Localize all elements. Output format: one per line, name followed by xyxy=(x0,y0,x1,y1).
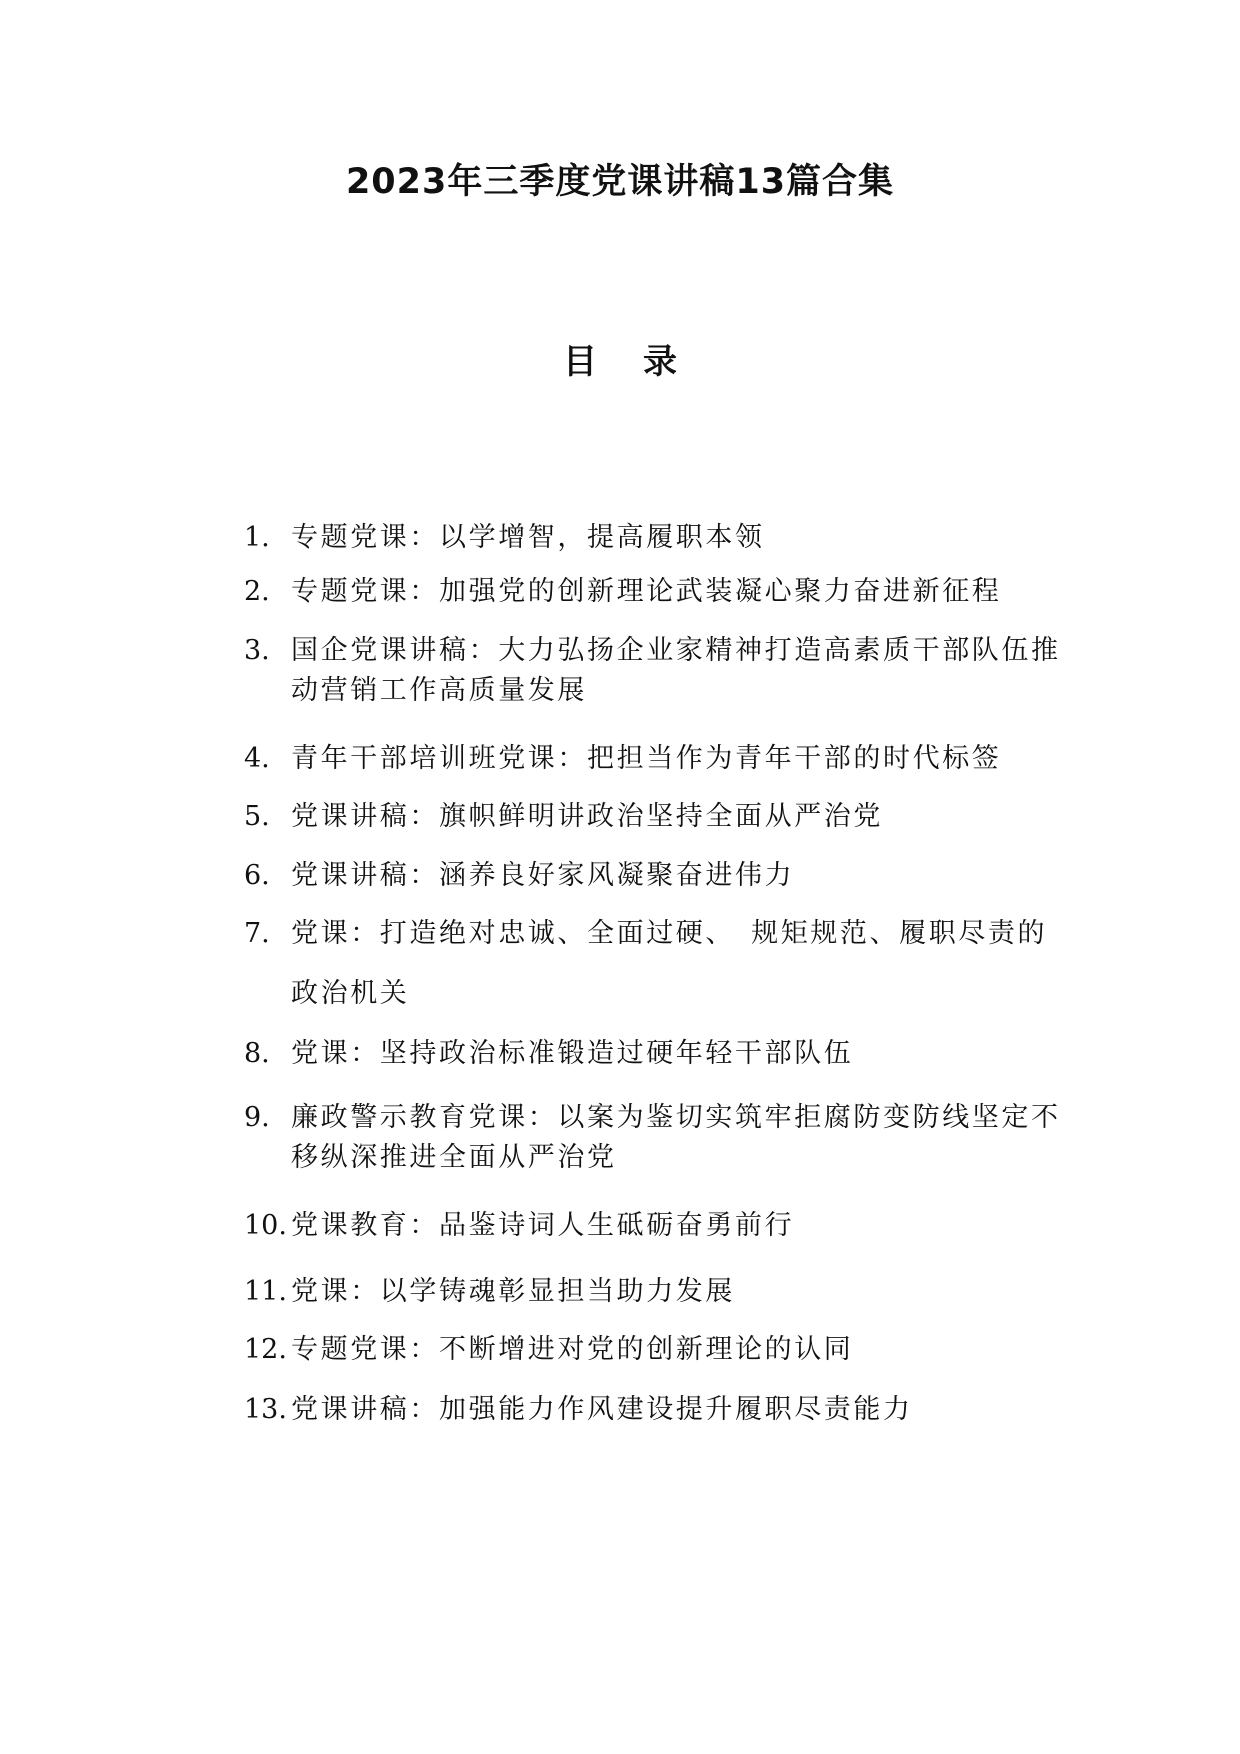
toc-item-text: 党课：以学铸魂彰显担当助力发展 xyxy=(291,1276,735,1307)
toc-item-number: 12. xyxy=(244,1334,287,1365)
toc-item-text: 党课教育：品鉴诗词人生砥砺奋勇前行 xyxy=(291,1210,795,1241)
toc-item-number: 13. xyxy=(244,1394,287,1425)
toc-item-text: 党课讲稿：旗帜鲜明讲政治坚持全面从严治党 xyxy=(291,801,883,832)
toc-item-text: 青年干部培训班党课：把担当作为青年干部的时代标签 xyxy=(291,743,1002,774)
toc-item xyxy=(244,1330,1074,1370)
toc-item-text: 党课：坚持政治标准锻造过硬年轻干部队伍 xyxy=(291,1038,854,1069)
document-title: 2023年三季度党课讲稿13篇合集 xyxy=(345,162,895,202)
toc-item-number: 3. xyxy=(244,635,270,666)
toc-item-text: 专题党课：不断增进对党的创新理论的认同 xyxy=(291,1334,854,1365)
toc-item-number: 8. xyxy=(244,1038,270,1069)
toc-item-number: 1. xyxy=(244,522,270,553)
toc-heading-right: 录 xyxy=(643,342,677,382)
toc-item xyxy=(244,631,1074,711)
toc-item xyxy=(244,904,1074,1024)
toc-item xyxy=(244,797,1074,837)
toc-heading-left: 目 xyxy=(563,342,597,382)
toc-item xyxy=(244,1034,1074,1074)
toc-item-text: 国企党课讲稿：大力弘扬企业家精神打造高素质干部队伍推动营销工作高质量发展 xyxy=(291,635,1061,706)
toc-item xyxy=(244,572,1074,612)
toc-item-number: 4. xyxy=(244,743,270,774)
toc-item-text: 专题党课：加强党的创新理论武装凝心聚力奋进新征程 xyxy=(291,576,1002,607)
toc-item xyxy=(244,1272,1074,1312)
toc-item-number: 9. xyxy=(244,1102,270,1133)
toc-item-number: 2. xyxy=(244,576,270,607)
toc-item xyxy=(244,739,1074,779)
toc-item-number: 6. xyxy=(244,860,270,891)
toc-item-text: 党课：打造绝对忠诚、全面过硬、 规矩规范、履职尽责的政治机关 xyxy=(291,918,1048,1009)
toc-item-text: 党课讲稿：涵养良好家风凝聚奋进伟力 xyxy=(291,860,795,891)
toc-item xyxy=(244,1390,1074,1430)
toc-item-text: 党课讲稿：加强能力作风建设提升履职尽责能力 xyxy=(291,1394,913,1425)
toc-heading xyxy=(0,340,1240,384)
toc-item-number: 11. xyxy=(244,1276,287,1307)
toc-item-text: 廉政警示教育党课：以案为鉴切实筑牢拒腐防变防线坚定不移纵深推进全面从严治党 xyxy=(291,1102,1061,1173)
toc-item-number: 5. xyxy=(244,801,270,832)
toc-item-number: 7. xyxy=(244,918,270,949)
toc-item xyxy=(244,1206,1074,1246)
toc-item xyxy=(244,1098,1074,1178)
toc-item-text: 专题党课：以学增智，提高履职本领 xyxy=(291,522,765,553)
toc-item xyxy=(244,518,1074,558)
toc-item xyxy=(244,856,1074,896)
toc-item-number: 10. xyxy=(244,1210,287,1241)
